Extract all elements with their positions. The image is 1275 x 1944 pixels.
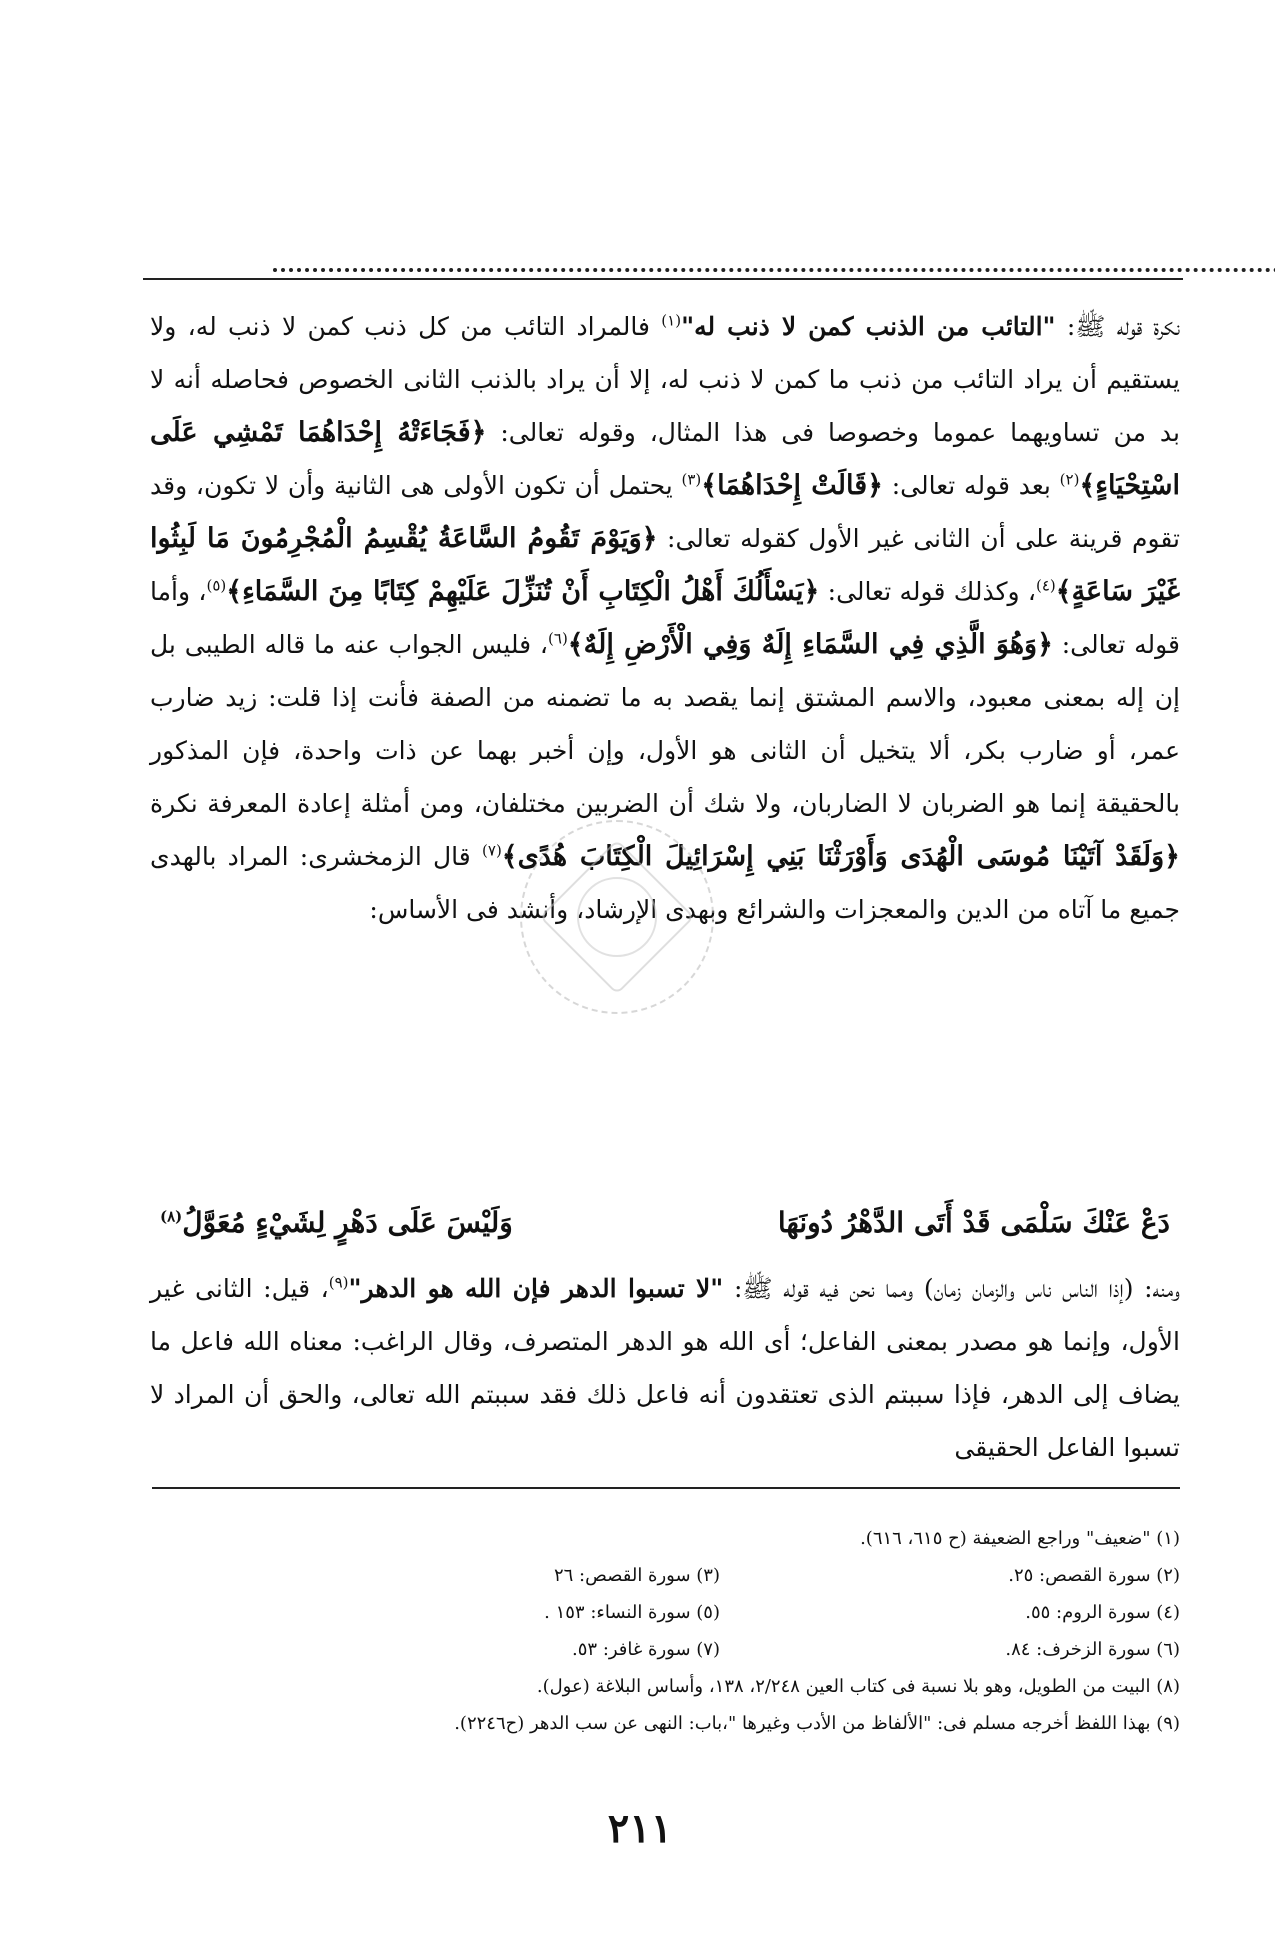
footnote-8: (٨) البيت من الطويل، وهو بلا نسبة فى كتاب العين ٢/٢٤٨، ١٣٨، وأساس البلاغة (عول). (536, 1676, 1180, 1697)
footnote-row (200, 1520, 1180, 1557)
footnote-2: (٢) سورة القصص: ٢٥. (1008, 1565, 1180, 1586)
hadith-quote: "لا تسبوا الدهر فإن الله هو الدهر" (348, 1274, 724, 1303)
main-text-continued (150, 1262, 1180, 1474)
text-run: ، قيل: الثانى غير الأول، وإنما هو مصدر بمعنى الفاعل؛ أى الله هو الدهر المتصرف، وقال الراغب: معناه الله فاعل ما يضاف إلى الدهر، فإذا سببتم الذى تعتقدون أنه فاعل ذلك فقد سببتم الله تعالى، والحق أن المراد لا تسبوا الفاعل الحقيقى (150, 1274, 1180, 1462)
dotted-rule (273, 268, 1275, 272)
footnote-row (200, 1668, 1180, 1705)
stamp-circle (577, 877, 657, 957)
text-run: بعد قوله تعالى: (882, 471, 1060, 500)
footnote-separator (152, 1487, 1180, 1489)
text-run: نكرة قوله ﷺ: (1055, 312, 1181, 341)
quran-verse: ﴿وَيَوْمَ تَقُومُ السَّاعَةُ يُقْسِمُ الْمُجْرِمُونَ مَا لَبِثُوا غَيْرَ سَاعَةٍ﴾ (150, 523, 1180, 607)
footnote-ref: (١) (661, 311, 682, 330)
footnote-ref: (٦) (548, 629, 568, 648)
poem-verse (160, 1200, 1170, 1258)
footnote-ref: (٨) (160, 1207, 183, 1226)
footnote-ref: (٥) (206, 576, 227, 595)
quran-verse: ﴿وَلَقَدْ آتَيْنَا مُوسَى الْهُدَى وَأَوْرَثْنَا بَنِي إِسْرَائِيلَ الْكِتَابَ هُدًى﴾ (501, 841, 1180, 872)
footnote-9: (٩) بهذا اللفظ أخرجه مسلم فى: "الألفاظ من الأدب وغيرها "،باب: النهى عن سب الدهر (ح٢٢٤٦). (454, 1713, 1180, 1734)
text-run: ، وأما قوله تعالى: (150, 577, 1180, 659)
header-rule (143, 268, 1183, 284)
paragraph-2 (150, 1262, 1180, 1474)
footnotes (200, 1520, 1180, 1742)
quran-verse: ﴿يَسْأَلُكَ أَهْلُ الْكِتَابِ أَنْ تُنَزِّلَ عَلَيْهِمْ كِتَابًا مِنَ السَّمَاءِ﴾ (226, 576, 820, 607)
footnote-1: (١) "ضعيف" وراجع الضعيفة (ح ٦١٥، ٦١٦). (860, 1528, 1180, 1549)
footnote-6: (٦) سورة الزخرف: ٨٤. (1005, 1639, 1180, 1660)
text-run: يحتمل أن تكون الأولى هى الثانية وأن لا تكون، وقد تقوم قرينة على أن الثانى غير الأول كقوله تعالى: (150, 471, 1180, 553)
footnote-3: (٣) سورة القصص: ٢٦ (553, 1565, 720, 1586)
footnote-4: (٤) سورة الروم: ٥٥. (1025, 1602, 1180, 1623)
hadith-quote: "التائب من الذنب كمن لا ذنب له" (681, 312, 1056, 341)
footnote-7: (٧) سورة غافر: ٥٣. (572, 1639, 720, 1660)
text-run: ، وكذلك قوله تعالى: (819, 577, 1036, 606)
text-run: فالمراد التائب من كل ذنب كمن لا ذنب له، ولا يستقيم أن يراد التائب من ذنب ما كمن لا ذنب له، إلا أن يراد بالذنب الثانى الخصوص فحاصله أنه لا بد من تساويهما عموما وخصوصا فى هذا المثال، وقوله تعالى: (150, 312, 1180, 447)
text-run: ، فليس الجواب عنه ما قاله الطيبى بل إن إله بمعنى معبود، والاسم المشتق إنما يقصد به ما تضمنه من الصفة فأنت إذا قلت: زيد ضارب عمر، أو ضارب بكر، ألا يتخيل أن الثانى هو الأول، وإن أخبر بهما عن ذات واحدة، فإن المذكور بالحقيقة إنما هو الضربان لا الضاربان، ولا شك أن الضربين مختلفان، ومن أمثلة إعادة المعرفة نكرة (150, 630, 1180, 818)
text-run: ومنه: (إذا الناس ناس والزمان زمان) ومما نحن فيه قوله ﷺ: (723, 1274, 1180, 1303)
poem-hemistich-2: وَلَيْسَ عَلَى دَهْرٍ لِشَيْءٍ مُعَوَّلُ (182, 1206, 513, 1239)
footnote-ref: (٧) (482, 841, 502, 860)
poem-hemistich-1: دَعْ عَنْكَ سَلْمَى قَدْ أَتَى الدَّهْرُ دُونَهَا (777, 1206, 1170, 1239)
solid-rule (143, 278, 1183, 280)
quran-verse: ﴿قَالَتْ إِحْدَاهُمَا﴾ (701, 470, 883, 501)
footnote-row (200, 1557, 1180, 1594)
footnote-row (200, 1594, 1180, 1631)
quran-verse: ﴿وَهُوَ الَّذِي فِي السَّمَاءِ إِلَهٌ وَفِي الْأَرْضِ إِلَهٌ﴾ (567, 629, 1053, 660)
footnote-row (200, 1705, 1180, 1742)
quran-verse: ﴿فَجَاءَتْهُ إِحْدَاهُمَا تَمْشِي عَلَى اسْتِحْيَاءٍ﴾ (150, 417, 1181, 501)
footnote-row (200, 1631, 1180, 1668)
footnote-ref: (٣) (681, 470, 702, 489)
library-stamp-watermark (520, 820, 714, 1014)
footnote-ref: (٢) (1059, 470, 1080, 489)
text-run: قال الزمخشرى: المراد بالهدى جميع ما آتاه من الدين والمعجزات والشرائع وبهدى الإرشاد، وأنشد فى الأساس: (150, 842, 1180, 924)
footnote-ref: (٤) (1035, 576, 1056, 595)
footnote-5: (٥) سورة النساء: ١٥٣ . (544, 1602, 720, 1623)
footnote-ref: (٩) (328, 1273, 349, 1292)
poem-hemistich-2-wrap (160, 1206, 513, 1239)
page-number: ٢١١ (607, 1805, 673, 1852)
